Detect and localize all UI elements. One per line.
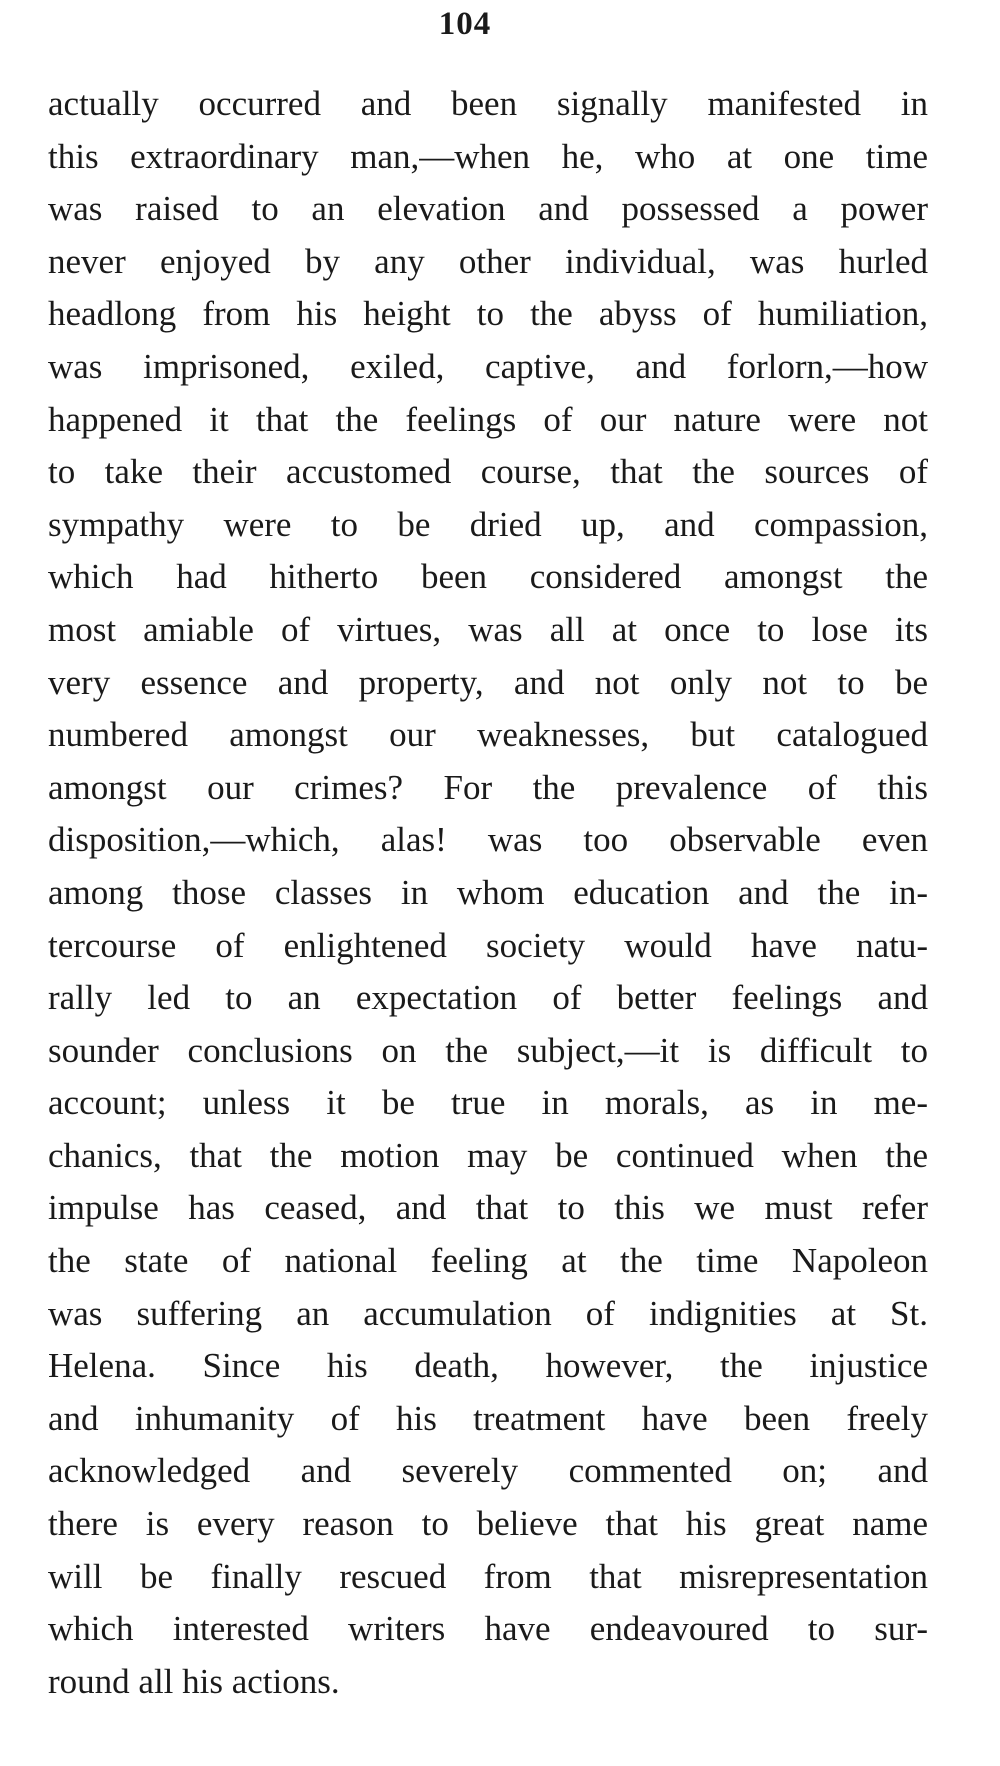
text-line-final: round all his actions.	[48, 1661, 340, 1701]
text-line: which had hitherto been considered amongst the	[48, 557, 928, 597]
body-text	[48, 78, 928, 1708]
text-line: will be finally rescued from that misrepresentation	[48, 1556, 928, 1596]
text-line: account; unless it be true in morals, as in me-	[48, 1083, 928, 1123]
text-line: to take their accustomed course, that the sources of	[48, 452, 928, 492]
text-line: most amiable of virtues, was all at once to lose its	[48, 609, 928, 649]
text-line: actually occurred and been signally manifested in	[48, 84, 928, 123]
text-line: this extraordinary man,—when he, who at one time	[48, 136, 928, 176]
text-line: which interested writers have endeavoured to sur-	[48, 1609, 928, 1649]
text-line: sounder conclusions on the subject,—it is difficult to	[48, 1030, 928, 1070]
text-line: rally led to an expectation of better feelings and	[48, 978, 928, 1018]
text-line: headlong from his height to the abyss of humiliation,	[48, 294, 928, 334]
text-line: impulse has ceased, and that to this we must refer	[48, 1188, 928, 1228]
text-line: Helena. Since his death, however, the injustice	[48, 1346, 928, 1386]
text-line: very essence and property, and not only not to be	[48, 662, 928, 702]
text-line: disposition,—which, alas! was too observable even	[48, 820, 928, 860]
text-line: the state of national feeling at the time Napoleon	[48, 1241, 928, 1281]
text-line: amongst our crimes? For the prevalence of this	[48, 767, 928, 807]
text-line: acknowledged and severely commented on; and	[48, 1451, 928, 1491]
text-line: chanics, that the motion may be continued when the	[48, 1135, 928, 1175]
text-line: was raised to an elevation and possessed a power	[48, 189, 928, 229]
text-line: never enjoyed by any other individual, was hurled	[48, 241, 928, 281]
text-line: among those classes in whom education and the in-	[48, 872, 928, 912]
text-line: sympathy were to be dried up, and compassion,	[48, 504, 928, 544]
text-line: there is every reason to believe that his great name	[48, 1504, 928, 1544]
text-line: numbered amongst our weaknesses, but catalogued	[48, 715, 928, 755]
text-line: was imprisoned, exiled, captive, and forlorn,—how	[48, 346, 928, 386]
page-number: 104	[438, 6, 492, 42]
text-line: tercourse of enlightened society would have natu-	[48, 925, 928, 965]
text-line: was suffering an accumulation of indignities at St.	[48, 1293, 928, 1333]
text-line: and inhumanity of his treatment have been freely	[48, 1398, 928, 1438]
text-line: happened it that the feelings of our nature were not	[48, 399, 928, 439]
